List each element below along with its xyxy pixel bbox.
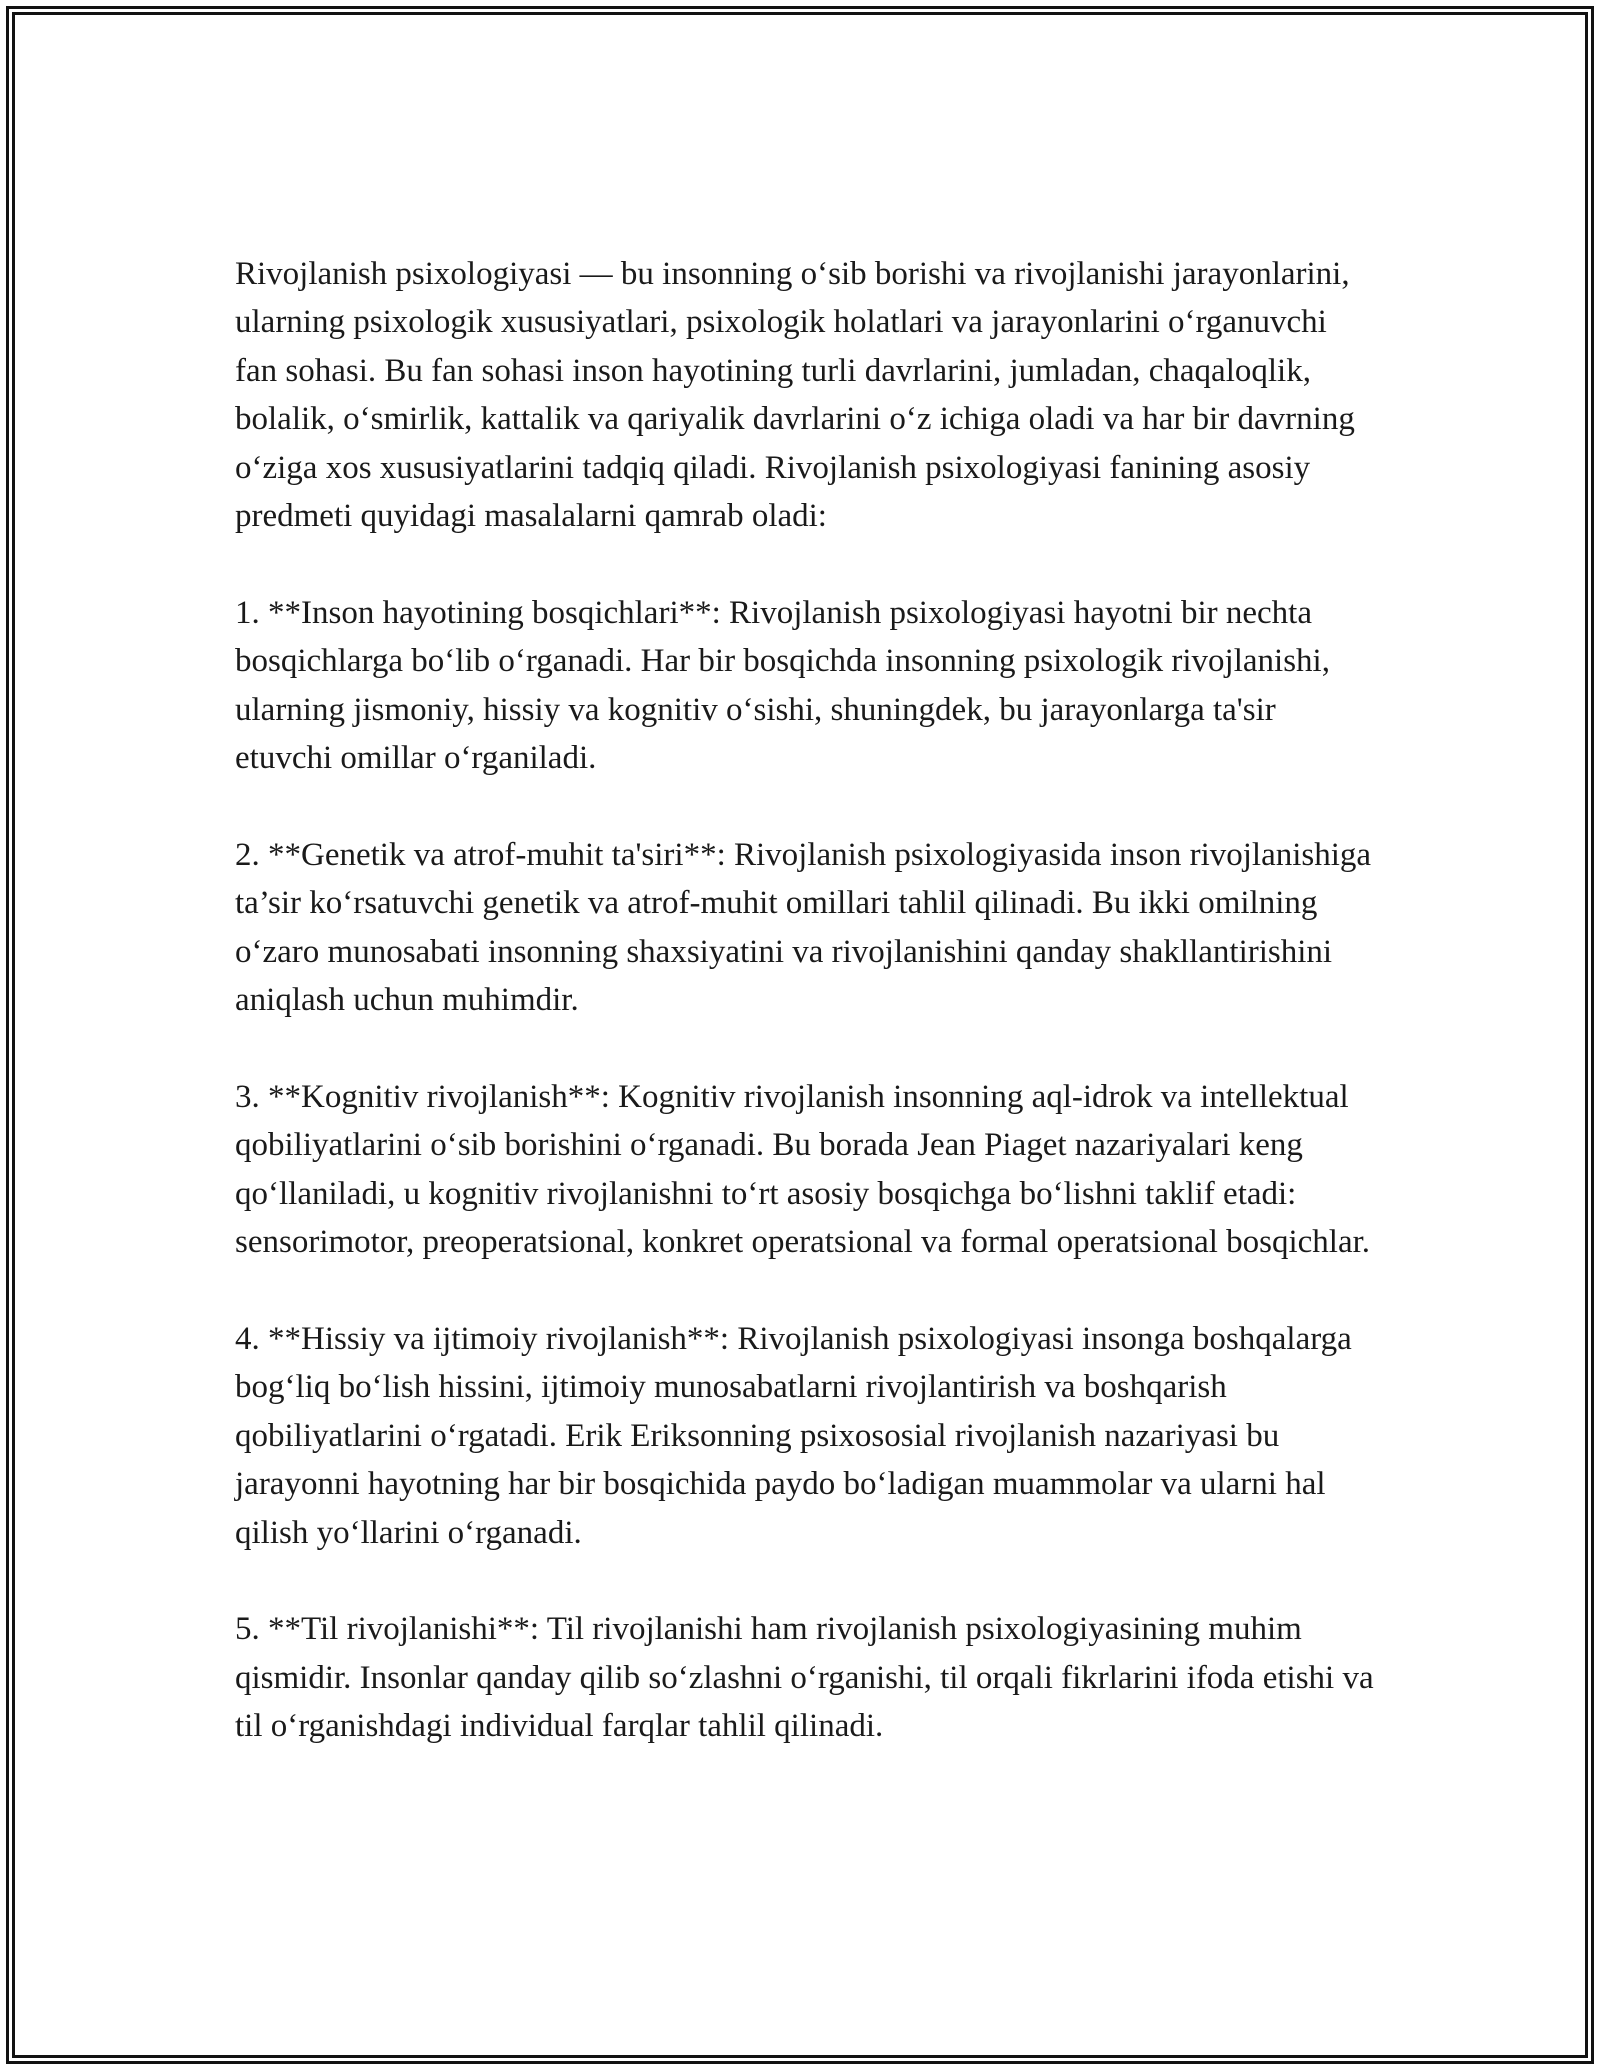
- list-item-2: 2. **Genetik va atrof-muhit ta'siri**: Rivojlanish psixologiyasida inson rivojlanishiga ta’sir ko‘rsatuvchi genetik va atrof-muhit omillari tahlil qilinadi. Bu ikki omilning o‘zaro munosabati insonning shaxsiyatini va rivojlanishini qanday shakllantirishini aniqlash uchun muhimdir.: [235, 836, 1372, 1019]
- document-body: [235, 250, 1375, 1751]
- list-item-3: 3. **Kognitiv rivojlanish**: Kognitiv rivojlanish insonning aql-idrok va intellektual qobiliyatlarini o‘sib borishini o‘rganadi. Bu borada Jean Piaget nazariyalari keng qo‘llaniladi, u kognitiv rivojlanishni to‘rt asosiy bosqichga bo‘lishni taklif etadi: sensorimotor, preoperatsional, konkret operatsional va formal operatsional bosqichlar.: [235, 1078, 1371, 1261]
- intro-paragraph: Rivojlanish psixologiyasi — bu insonning o‘sib borishi va rivojlanishi jarayonlarini, ularning psixologik xususiyatlari, psixologik holatlari va jarayonlarini o‘rganuvchi fan sohasi. Bu fan sohasi inson hayotining turli davrlarini, jumladan, chaqaloqlik, bolalik, o‘smirlik, kattalik va qariyalik davrlarini o‘z ichiga oladi va har bir davrning o‘ziga xos xususiyatlarini tadqiq qiladi. Rivojlanish psixologiyasi fanining asosiy predmeti quyidagi masalalarni qamrab oladi:: [235, 256, 1355, 535]
- list-item-5: 5. **Til rivojlanishi**: Til rivojlanishi ham rivojlanish psixologiyasining muhim qismidir. Insonlar qanday qilib so‘zlashni o‘rganishi, til orqali fikrlarini ifoda etishi va til o‘rganishdagi individual farqlar tahlil qilinadi.: [235, 1611, 1374, 1745]
- list-item-4: 4. **Hissiy va ijtimoiy rivojlanish**: Rivojlanish psixologiyasi insonga boshqalarga bog‘liq bo‘lish hissini, ijtimoiy munosabatlarni rivojlantirish va boshqarish qobiliyatlarini o‘rgatadi. Erik Eriksonning psixososial rivojlanish nazariyasi bu jarayonni hayotning har bir bosqichida paydo bo‘ladigan muammolar va ularni hal qilish yo‘llarini o‘rganadi.: [235, 1320, 1352, 1551]
- list-item-1: 1. **Inson hayotining bosqichlari**: Rivojlanish psixologiyasi hayotni bir nechta bosqichlarga bo‘lib o‘rganadi. Har bir bosqichda insonning psixologik rivojlanishi, ularning jismoniy, hissiy va kognitiv o‘sishi, shuningdek, bu jarayonlarga ta'sir etuvchi omillar o‘rganiladi.: [235, 594, 1330, 777]
